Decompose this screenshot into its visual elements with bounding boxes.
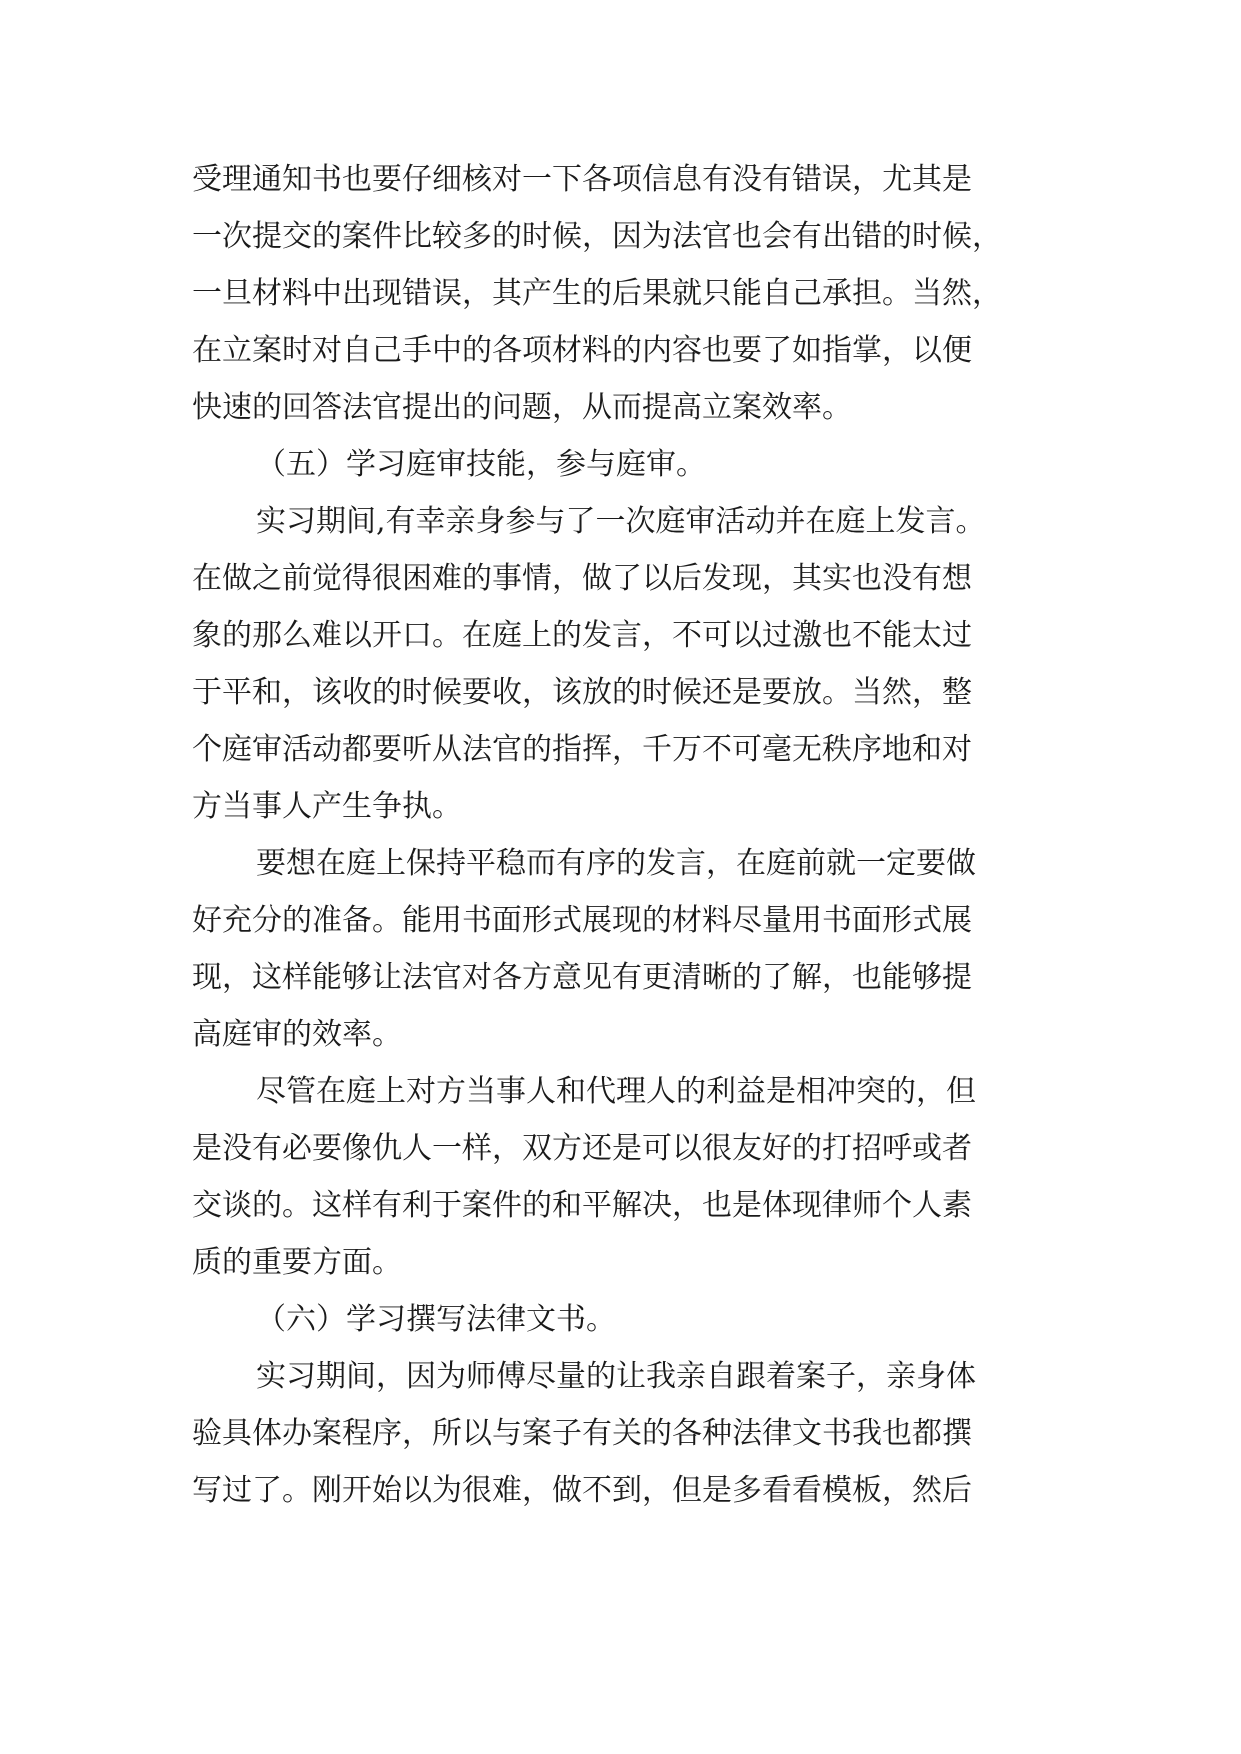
text-line: 方当事人产生争执。: [192, 789, 462, 824]
text-line: 受理通知书也要仔细核对一下各项信息有没有错误，尤其是: [192, 162, 972, 197]
text-line: 实习期间,有幸亲身参与了一次庭审活动并在庭上发言。: [256, 504, 986, 539]
text-line: 现，这样能够让法官对各方意见有更清晰的了解，也能够提: [192, 960, 972, 995]
text-line: 在立案时对自己手中的各项材料的内容也要了如指掌，以便: [192, 333, 972, 368]
text-line: 质的重要方面。: [192, 1245, 402, 1280]
text-line: 在做之前觉得很困难的事情，做了以后发现，其实也没有想: [192, 561, 972, 596]
text-line: 象的那么难以开口。在庭上的发言，不可以过激也不能太过: [192, 618, 972, 653]
text-line: 高庭审的效率。: [192, 1017, 402, 1052]
text-line: 验具体办案程序，所以与案子有关的各种法律文书我也都撰: [192, 1416, 972, 1451]
section-heading: （六）学习撰写法律文书。: [256, 1302, 616, 1337]
text-line: 写过了。刚开始以为很难，做不到，但是多看看模板，然后: [192, 1473, 972, 1508]
text-line: 一次提交的案件比较多的时候，因为法官也会有出错的时候，: [192, 219, 1002, 254]
text-line: 实习期间，因为师傅尽量的让我亲自跟着案子，亲身体: [256, 1359, 976, 1394]
text-line: 于平和，该收的时候要收，该放的时候还是要放。当然，整: [192, 675, 972, 710]
text-line: 交谈的。这样有利于案件的和平解决，也是体现律师个人素: [192, 1188, 972, 1223]
text-line: 尽管在庭上对方当事人和代理人的利益是相冲突的，但: [256, 1074, 976, 1109]
text-line: 个庭审活动都要听从法官的指挥，千万不可毫无秩序地和对: [192, 732, 972, 767]
text-line: 好充分的准备。能用书面形式展现的材料尽量用书面形式展: [192, 903, 972, 938]
text-line: 要想在庭上保持平稳而有序的发言，在庭前就一定要做: [256, 846, 976, 881]
text-line: 是没有必要像仇人一样，双方还是可以很友好的打招呼或者: [192, 1131, 972, 1166]
section-heading: （五）学习庭审技能，参与庭审。: [256, 447, 706, 482]
text-line: 一旦材料中出现错误，其产生的后果就只能自己承担。当然，: [192, 276, 1002, 311]
text-line: 快速的回答法官提出的问题，从而提高立案效率。: [192, 390, 852, 425]
